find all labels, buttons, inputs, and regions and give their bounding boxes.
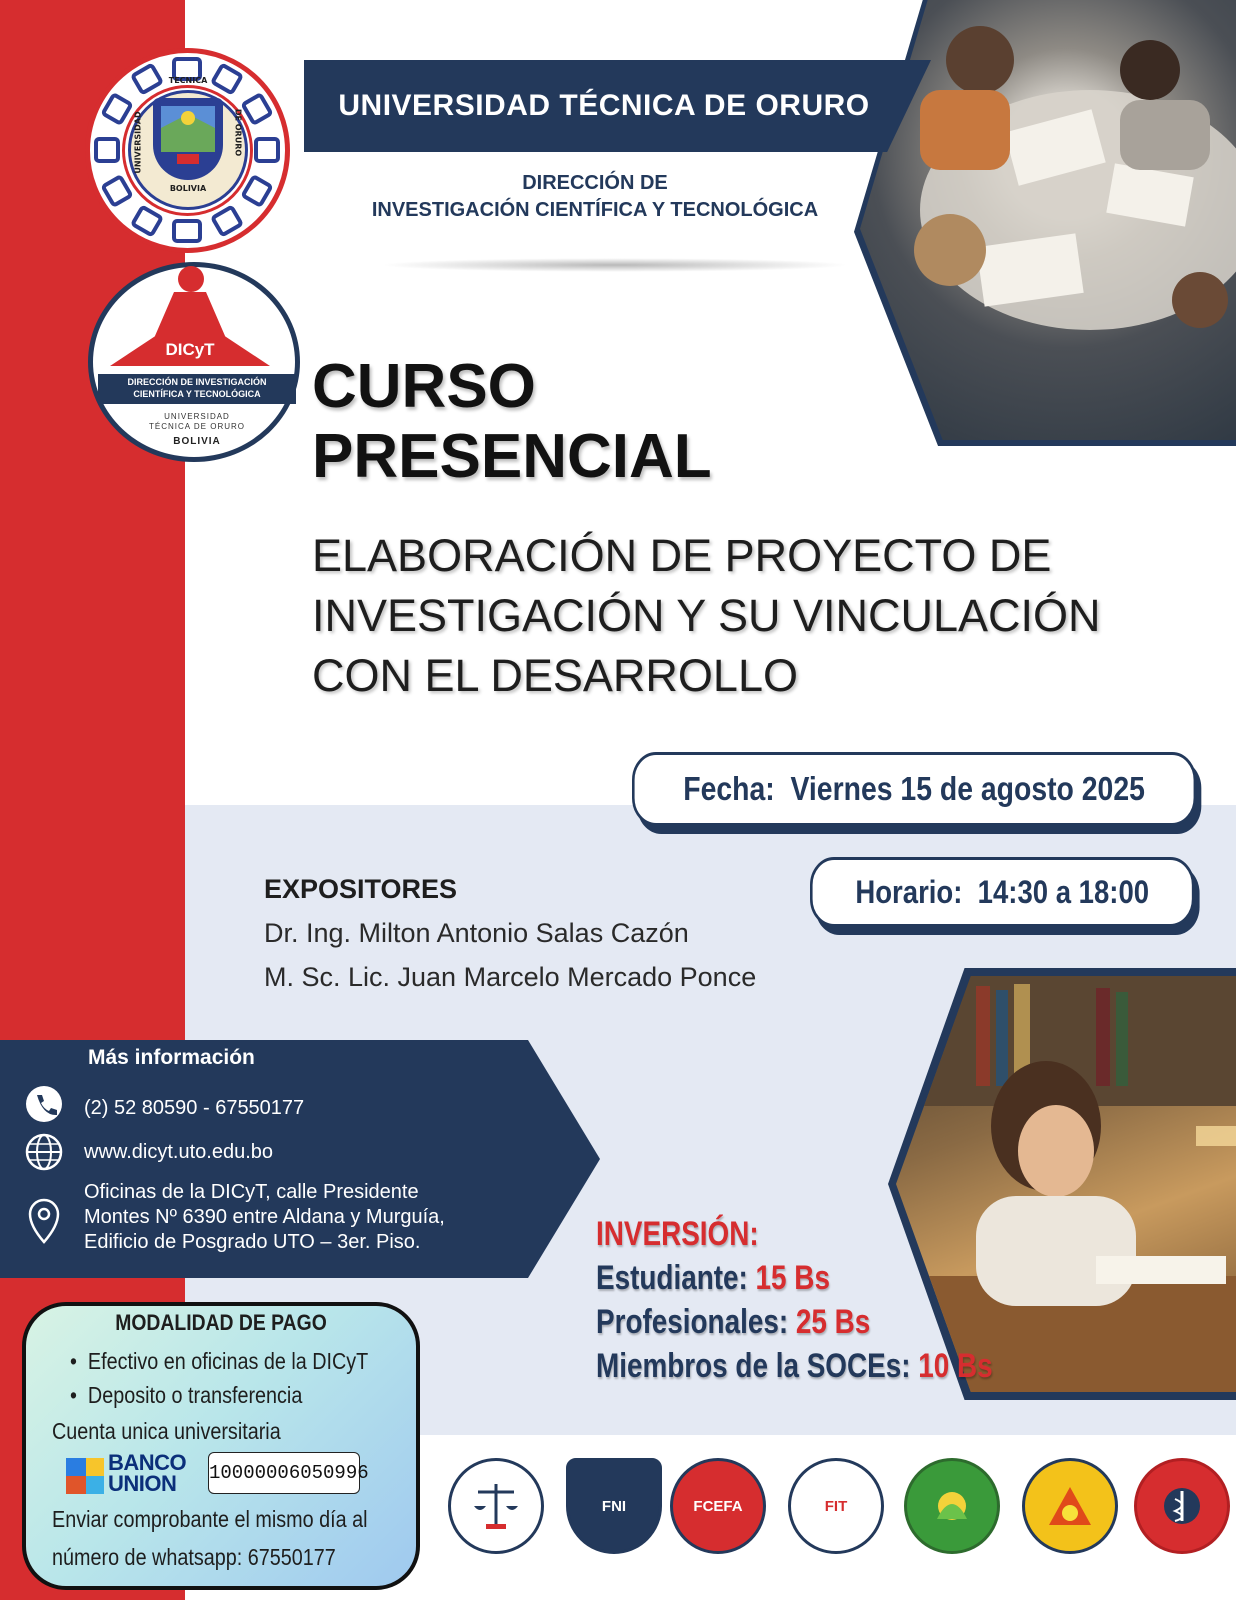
faculty-fcefa-logo: [670, 1458, 766, 1554]
uto-logo-right-text: DE ORURO: [233, 108, 243, 157]
faculty-health-logo: [1134, 1458, 1230, 1554]
banco-union-mark-icon: [66, 1454, 110, 1498]
time-label: Horario:: [855, 874, 963, 910]
payment-option-text: Deposito o transferencia: [87, 1382, 303, 1408]
dicyt-logo-university: [108, 412, 286, 432]
speaker-name: M. Sc. Lic. Juan Marcelo Mercado Ponce: [264, 962, 757, 992]
dicyt-logo-country: BOLIVIA: [173, 436, 221, 447]
speakers-title: EXPOSITORES: [264, 874, 458, 904]
investment-value: 10 Bs: [918, 1347, 993, 1385]
fit-logo-text: FIT: [824, 1497, 848, 1515]
investment-item: [596, 1344, 993, 1389]
globe-icon: [24, 1132, 64, 1172]
phone-icon: [24, 1084, 64, 1124]
investment-label: Profesionales:: [596, 1303, 789, 1341]
direction-heading-line2: INVESTIGACIÓN CIENTÍFICA Y TECNOLÓGICA: [371, 199, 819, 221]
speaker-name: Dr. Ing. Milton Antonio Salas Cazón: [264, 918, 689, 948]
date-label: Fecha:: [683, 770, 775, 807]
more-info-title: Más información: [88, 1046, 255, 1069]
phone-number: (2) 52 80590 - 67550177: [84, 1097, 305, 1119]
location-pin-icon: [24, 1196, 64, 1250]
course-subtitle-line1: ELABORACIÓN DE PROYECTO DE: [312, 530, 1052, 581]
address-line2: Montes Nº 6390 entre Aldana y Murguía,: [84, 1206, 445, 1228]
date-value: Viernes 15 de agosto 2025: [790, 770, 1145, 807]
date-pill: [632, 752, 1196, 826]
uto-logo-top-text: TECNICA: [168, 76, 208, 85]
globe-icon-svg: [24, 1132, 64, 1172]
website-url[interactable]: www.dicyt.uto.edu.bo: [84, 1141, 273, 1163]
fni-logo-text: FNI: [601, 1497, 627, 1515]
payment-option: • Deposito o transferencia: [70, 1382, 303, 1408]
course-subtitle: [312, 526, 1222, 706]
time-pill: [810, 857, 1194, 927]
investment-label: Miembros de la SOCEs:: [596, 1347, 911, 1385]
scales-icon: [466, 1476, 526, 1536]
uto-crest-icon: [153, 98, 223, 180]
faculty-fit-logo: [788, 1458, 884, 1554]
course-subtitle-line3: CON EL DESARROLLO: [312, 650, 798, 701]
dicyt-dot-icon: [178, 266, 204, 292]
course-title-line2: PRESENCIAL: [312, 422, 712, 491]
leaf-icon: [927, 1481, 977, 1531]
location-pin-svg: [24, 1196, 64, 1250]
investment-value: 25 Bs: [795, 1303, 871, 1341]
caduceus-icon: [1157, 1481, 1207, 1531]
course-title-line1: CURSO: [312, 352, 536, 421]
faculty-architecture-logo: [1022, 1458, 1118, 1554]
dicyt-banner-text: [98, 376, 296, 400]
course-type-title: [312, 352, 712, 492]
uto-logo-bottom-text: BOLIVIA: [169, 184, 207, 193]
dicyt-banner-line1: DIRECCIÓN DE INVESTIGACIÓN: [127, 377, 267, 387]
payment-title: MODALIDAD DE PAGO: [115, 1310, 327, 1335]
direction-heading-line1: DIRECCIÓN DE: [522, 172, 668, 194]
investment-title: INVERSIÓN:: [596, 1215, 759, 1253]
payment-note-line2: número de whatsapp: 67550177: [52, 1544, 336, 1570]
address-line1: Oficinas de la DICyT, calle Presidente: [84, 1181, 419, 1203]
course-subtitle-line2: INVESTIGACIÓN Y SU VINCULACIÓN: [312, 590, 1101, 641]
faculty-fni-logo: [566, 1458, 662, 1554]
faculty-law-logo: [448, 1458, 544, 1554]
payment-option-text: Efectivo en oficinas de la DICyT: [87, 1348, 369, 1374]
triangle-icon: [1045, 1481, 1095, 1531]
direction-heading: [300, 170, 890, 224]
payment-note-line1: Enviar comprobante el mismo día al: [52, 1506, 368, 1532]
address: [84, 1180, 445, 1255]
dicyt-banner-line2: CIENTÍFICA Y TECNOLÓGICA: [133, 389, 261, 399]
investment-label: Estudiante:: [596, 1259, 748, 1297]
phone-icon-svg: [24, 1084, 64, 1124]
university-title: UNIVERSIDAD TÉCNICA DE ORURO: [338, 89, 870, 122]
bank-name-line2: UNION: [108, 1471, 177, 1496]
faculty-agronomy-logo: [904, 1458, 1000, 1554]
fcefa-logo-text: FCEFA: [693, 1497, 743, 1515]
bank-name-line1: BANCO: [108, 1450, 187, 1475]
investment-value: 15 Bs: [755, 1259, 830, 1297]
account-label: Cuenta unica universitaria: [52, 1418, 281, 1444]
dicyt-uni-line1: UNIVERSIDAD: [164, 412, 230, 421]
header-shadow: [380, 258, 850, 272]
account-number: 10000006050996: [208, 1452, 360, 1494]
time-value: 14:30 a 18:00: [977, 874, 1150, 910]
investment-item: [596, 1256, 830, 1301]
address-line3: Edificio de Posgrado UTO – 3er. Piso.: [84, 1231, 421, 1253]
uto-logo-left-text: UNIVERSIDAD: [133, 111, 143, 174]
crest-shield-icon: [153, 98, 223, 180]
investment-item: [596, 1300, 870, 1345]
bank-name: [108, 1452, 186, 1494]
payment-option: • Efectivo en oficinas de la DICyT: [70, 1348, 369, 1374]
dicyt-logo-name: DICyT: [165, 340, 215, 359]
dicyt-uni-line2: TÉCNICA DE ORURO: [148, 422, 245, 431]
